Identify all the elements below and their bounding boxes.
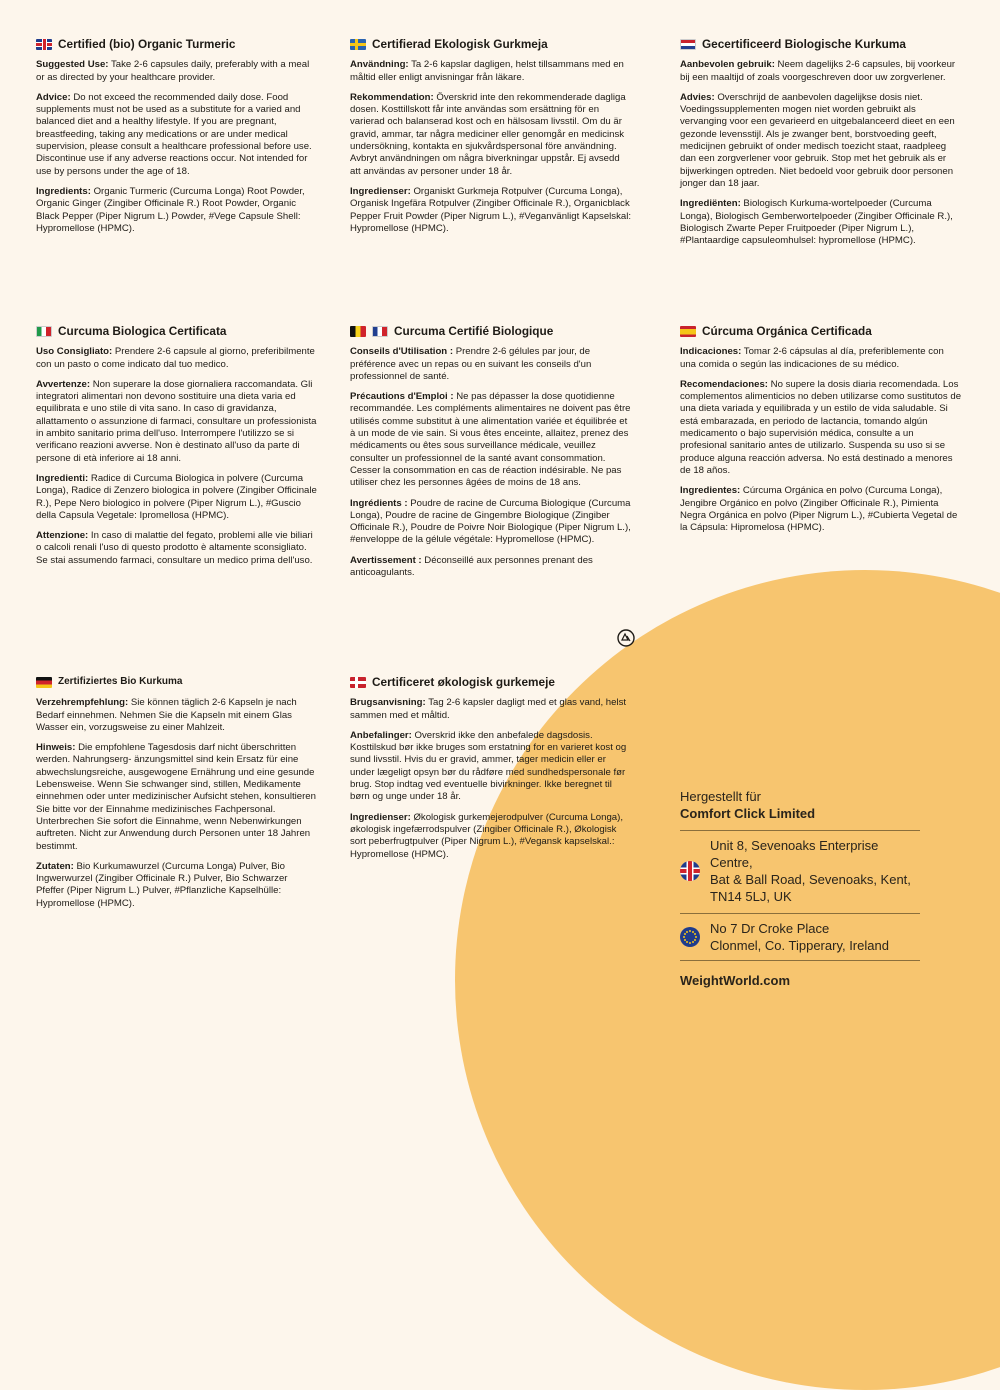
eu-star-icon: [694, 939, 696, 941]
eu-star-icon: [684, 939, 686, 941]
section-title: Certifierad Ekologisk Gurkmeja: [350, 38, 632, 50]
website-link[interactable]: WeightWorld.com: [680, 973, 791, 988]
warning: Attenzione: In caso di malattie del fegato, problemi alle vie biliari o calcoli renali l'uso di questo prodotto è altamente sconsigliato. Se stai assumendo farmaci, consultare un medico prima dell'uso.: [36, 530, 313, 566]
suggested-use: Indicaciones: Tomar 2-6 cápsulas al día, preferiblemente con una comida o según las indicaciones de su médico.: [680, 346, 944, 370]
ingredients: Ingredienser: Organiskt Gurkmeja Rotpulver (Curcuma Longa), Organisk Ingefära Rotpulver (Zingiber Officinale R.), Organicblack Pepper Fruit Powder (Piper Nigrum L.), #Veganvänligt Kapselskal: Hypromellose (HPMC).: [350, 185, 632, 234]
advice: Précautions d'Emploi : Ne pas dépasser la dose quotidienne recommandée. Les compléments alimentaires ne doivent pas être utilisés comme substitut à une alimentation variée et équilibrée et à un mode de vie sain. Si vous êtes enceinte, allaitez, prenez des médicaments ou êtes sous surveillance médicale, veuillez consulter un professionnel de la santé avant consommation. Cesser la consommation en cas de réaction indésirable. Ne pas utiliser chez les personnes âgées de moins de 18 ans.: [350, 391, 631, 489]
recycle-icon: [616, 628, 636, 648]
eu-star-icon: [683, 936, 685, 938]
italy-flag-icon: [36, 326, 52, 337]
ingredients: Ingredienti: Radice di Curcuma Biologica in polvere (Curcuma Longa), Radice di Zenzero biologica in polvere (Zingiber Officinale R.), Pepe Nero biologico in polvere (Piper Nigrum L.), #Guscio della Capsula Vegetale: Ipromellosa (HPMC).: [36, 472, 317, 521]
eu-star-icon: [694, 933, 696, 935]
section-fr: [350, 325, 632, 587]
france-flag-icon: [372, 326, 388, 337]
suggested-use: Uso Consigliato: Prendere 2-6 capsule al giorno, preferibilmente con un pasto o come indicato dal tuo medico.: [36, 346, 315, 370]
manufacturer-heading: Hergestellt für: [680, 789, 761, 804]
section-title: Gecertificeerd Biologische Kurkuma: [680, 38, 962, 50]
advice: Anbefalinger: Overskrid ikke den anbefalede dagsdosis. Kosttilskud bør ikke bruges som erstatning for en varieret kost og sund livsstil. Hvis du er gravid, ammer, tager medicin eller er under lægeligt opsyn bør du rådføre med sundhedspersonale før brug. Stop indtag ved eventuelle bivirkninger. Ikke beregnet til børn og unge under 18 år.: [350, 729, 627, 803]
manufacturer-block: [680, 788, 920, 988]
belgium-flag-icon: [350, 326, 366, 337]
eu-star-icon: [689, 942, 691, 944]
section-title: Curcuma Biologica Certificata: [36, 325, 318, 337]
advice: Advice: Do not exceed the recommended daily dose. Food supplements must not be used as a substitute for a varied and balanced diet and a healthy lifestyle. If you are pregnant, breastfeeding, taking any medications or are under medical supervision, please consult a healthcare professional before use. Discontinue use if any adverse reactions occur. Not intended for use by persons under the age of 18.: [36, 91, 312, 177]
section-it: [36, 325, 318, 575]
section-da: [350, 676, 632, 869]
advice: Advies: Overschrijd de aanbevolen dagelijkse dosis niet. Voedingssupplementen mogen niet worden gebruikt als vervanging voor een gevarieerd en uitgebalanceerd dieet en een gezonde levensstijl. Als je zwanger bent, borstvoeding geeft, medicijnen gebruikt of onder medisch toezicht staat, raadpleeg dan een zorgverlener voor gebruik. Stop met het gebruik als er bijwerkingen optreden. Niet bedoeld voor gebruik door personen jonger dan 18 jaar.: [680, 91, 955, 189]
warning: Avertissement : Déconseillé aux personnes prenant des anticoagulants.: [350, 554, 593, 579]
section-title: Certificeret økologisk gurkemeje: [350, 676, 632, 688]
manufacturer-company: Comfort Click Limited: [680, 806, 816, 821]
suggested-use: Suggested Use: Take 2-6 capsules daily, preferably with a meal or as directed by your healthcare provider.: [36, 59, 310, 83]
section-title: Cúrcuma Orgánica Certificada: [680, 325, 962, 337]
eu-star-icon: [692, 941, 694, 943]
uk-address: Unit 8, Sevenoaks Enterprise Centre, Bat & Ball Road, Sevenoaks, Kent, TN14 5LJ, UK: [680, 830, 920, 905]
section-es: [680, 325, 962, 542]
suggested-use: Brugsanvisning: Tag 2-6 kapsler dagligt med et glas vand, helst sammen med et måltid.: [350, 697, 627, 721]
spain-flag-icon: [680, 326, 696, 337]
advice: Recomendaciones: No supere la dosis diaria recomendada. Los complementos alimenticios no deben utilizarse como sustitutos de una dieta variada y equilibrada y un estilo de vida saludable. Si está embarazada, en periodo de lactancia, tomando algún medicamento o bajo supervisión médica, consulte a un profesional sanitario antes de utilizarlo. Suspenda su uso si se produce alguna reacción adversa. No está destinado a menores de 18 años.: [680, 378, 962, 476]
ingredients: Ingrediënten: Biologisch Kurkuma-wortelpoeder (Curcuma Longa), Biologisch Gemberwortelpoeder (Zingiber Officinale R.), Biologisch Zwarte Peper Fruitpoeder (Piper Nigrum L.), #Plantaardige capsuleomhulsel: hypromellose (HPMC).: [680, 198, 953, 247]
eu-star-icon: [689, 930, 691, 932]
germany-flag-icon: [36, 677, 52, 688]
suggested-use: Användning: Ta 2-6 kapslar dagligen, helst tillsammans med en måltid eller enligt anvisningar från läkare.: [350, 59, 624, 83]
section-title: Zertifiziertes Bio Kurkuma: [36, 676, 318, 688]
netherlands-flag-icon: [680, 39, 696, 50]
ingredients: Ingredientes: Cúrcuma Orgánica en polvo (Curcuma Longa), Jengibre Orgánico en polvo (Zingiber Officinale R.), Pimienta Negra Orgánica en polvo (Piper Nigrum L.), #Cubierta Vegetal de la Cápsula: Hipromelosa (HPMC).: [680, 485, 958, 534]
eu-star-icon: [695, 936, 697, 938]
eu-star-icon: [686, 941, 688, 943]
suggested-use: Aanbevolen gebruik: Neem dagelijks 2-6 capsules, bij voorkeur bij een maaltijd of zoals voorgeschreven door uw zorgverlener.: [680, 59, 956, 83]
eu-star-icon: [684, 933, 686, 935]
advice: Rekommendation: Överskrid inte den rekommenderade dagliga dosen. Kosttillskott får inte användas som ersättning för en varierad och balanserad kost och en hälsosam livsstil. Om du är gravid, ammar, tar några mediciner eller genomgår en medicinsk undersökning, kontakta en sjukvårdspersonal före användning. Avbryt användningen om några biverkningar uppstår. Ej avsedd att användas av personer under 18 år.: [350, 91, 626, 177]
section-nl: [680, 38, 962, 255]
uk-flag-icon: [36, 39, 52, 50]
suggested-use: Conseils d'Utilisation : Prendre 2-6 gélules par jour, de préférence avec un repas ou en suivant les conseils d'un professionnel de santé.: [350, 346, 592, 382]
section-title: Certified (bio) Organic Turmeric: [36, 38, 318, 50]
section-en: [36, 38, 318, 243]
eu-address: No 7 Dr Croke Place Clonmel, Co. Tipperary, Ireland: [680, 913, 920, 954]
ingredients: Ingrédients : Poudre de racine de Curcuma Biologique (Curcuma Longa), Poudre de racine de Gingembre Biologique (Zingiber Officinale R.), Poudre de Poivre Noir Biologique (Piper Nigrum L.), #enveloppe de la gélule végétale: Hypromellose (HPMC).: [350, 497, 631, 546]
divider: [680, 960, 920, 961]
section-sv: [350, 38, 632, 243]
eu-flag-icon: [680, 927, 700, 947]
ingredients: Zutaten: Bio Kurkumawurzel (Curcuma Longa) Pulver, Bio Ingwerwurzel (Zingiber Officinale R.) Pulver, Bio Schwarzer Pfeffer (Piper Nigrum L.) Pulver, #Pflanzliche Kapselhülle: Hypromellose (HPMC).: [36, 860, 288, 909]
sweden-flag-icon: [350, 39, 366, 50]
eu-star-icon: [686, 931, 688, 933]
ingredients: Ingredients: Organic Turmeric (Curcuma Longa) Root Powder, Organic Ginger (Zingiber Officinale R.) Root Powder, Organic Black Pepper (Piper Nigrum L.) Powder, #Vege Capsule Shell: Hypromellose (HPMC).: [36, 185, 305, 234]
uk-flag-icon: [680, 861, 700, 881]
ingredients: Ingredienser: Økologisk gurkemejerodpulver (Curcuma Longa), økologisk ingefærrodspulver (Zingiber Officinale R.), Økologisk sort peberfrugtpulver (Piper Nigrum L.), #Vegansk kapselskal.: Hypromellose (HPMC).: [350, 811, 624, 860]
advice: Avvertenze: Non superare la dose giornaliera raccomandata. Gli integratori alimentari non devono sostituire una dieta varia ed equilibrata e uno stile di vita sano. In caso di gravidanza, allattamento o assunzione di farmaci, consultare un professionista in ambito sanitario prima dell'uso. Interrompere l'utilizzo se si verificano reazioni avverse. Non è destinato all'uso da parte di persone di età inferiore ai 18 anni.: [36, 378, 317, 464]
section-title: Curcuma Certifié Biologique: [350, 325, 632, 337]
suggested-use: Verzehrempfehlung: Sie können täglich 2-6 Kapseln je nach Bedarf einnehmen. Nehmen Sie die Kapseln mit einem Glas Wasser ein, vorzugsweise zu einer Mahlzeit.: [36, 697, 297, 733]
denmark-flag-icon: [350, 677, 366, 688]
advice: Hinweis: Die empfohlene Tagesdosis darf nicht überschritten werden. Nahrungserg- änzungsmittel sind kein Ersatz für eine abwechslungsreiche, ausgewogene Ernährung und eine gesunde Lebensweise. Wenn Sie schwanger sind, stillen, Medikamente einnehmen oder unter medizinischer Aufsicht stehen, konsultieren Sie bitte vor der Einnahme medizinisches Fachpersonal. Unterbrechen Sie sofort die Einnahme, wenn Nebenwirkungen auftreten. Nicht zur Anwendung durch Personen unter 18 Jahren bestimmt.: [36, 742, 316, 852]
section-de: [36, 676, 318, 918]
